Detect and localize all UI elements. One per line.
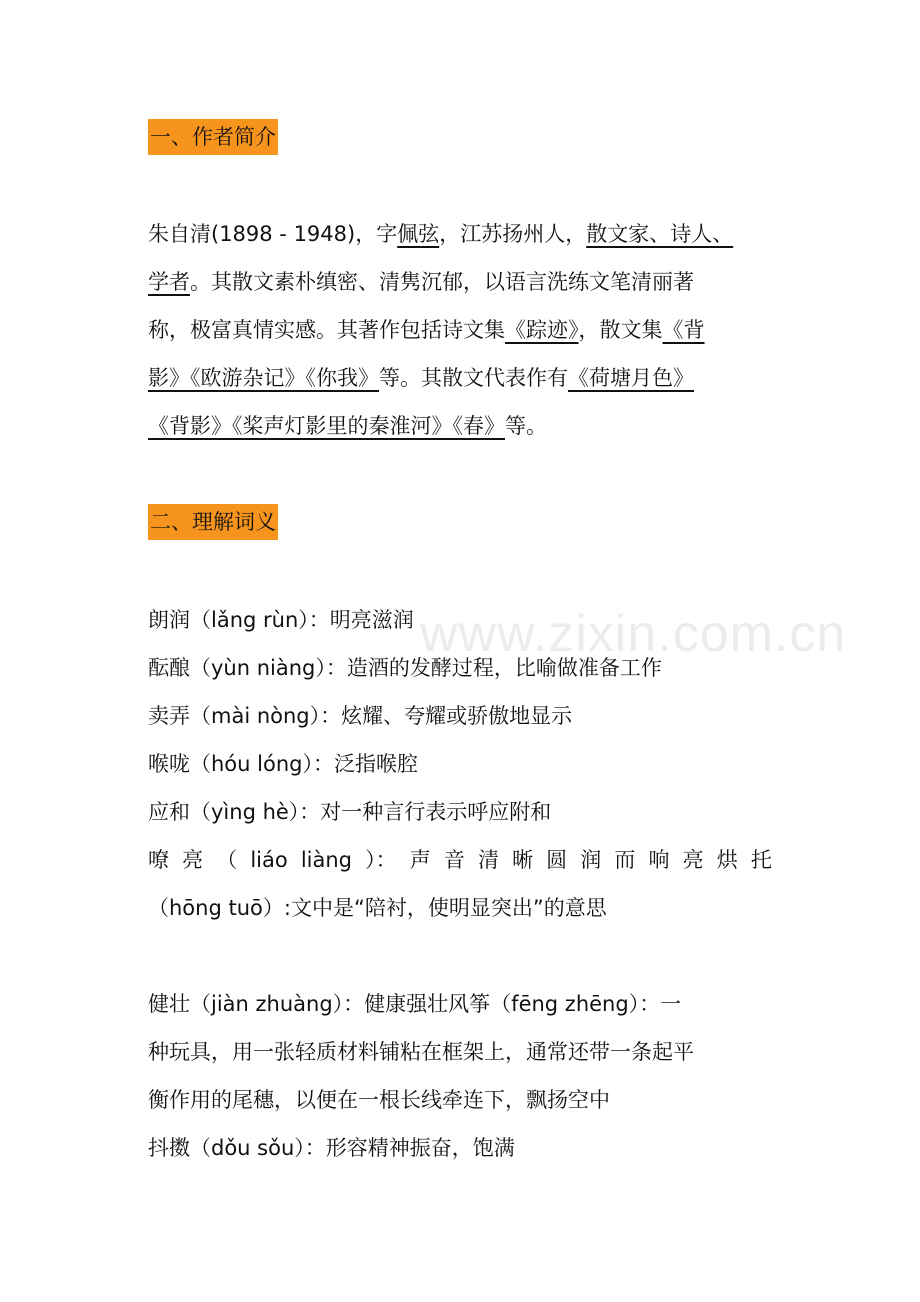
text-segment: 称，极富真情实感。其著作包括诗文集 (148, 318, 505, 342)
underlined-work-title: 《背 (662, 318, 705, 342)
text-segment: ，散文集 (578, 318, 663, 342)
underlined-courtesy-name: 佩弦 (397, 222, 440, 246)
vocab-entry: 喉咙（hóu lóng）：泛指喉腔 (148, 752, 418, 776)
text-token: 圆 (546, 848, 568, 872)
author-line-5 (148, 406, 788, 454)
text-token: liáo (250, 848, 288, 872)
text-token: 音 (443, 848, 465, 872)
text-token: 亮 (182, 848, 204, 872)
text-token: ）： (365, 848, 397, 872)
text-segment: 朱自清(1898 - 1948)，字 (148, 222, 398, 246)
underlined-work-title: 《荷塘月色》 (568, 366, 694, 390)
underlined-work-title: 影》《欧游杂记》《你我》 (148, 366, 379, 390)
vocab-entry: 朗润（lǎng rùn）：明亮滋润 (148, 608, 414, 632)
vocab-entry: 抖擞（dǒu sǒu）：形容精神振奋，饱满 (148, 1136, 515, 1160)
text-segment: ，江苏扬州人， (439, 222, 587, 246)
watermark: www.zixin.com.cn (420, 605, 847, 663)
underlined-work-title: 《踪迹》 (505, 318, 579, 342)
vocab-paragraph-line: 衡作用的尾穗，以便在一根长线牵连下，飘扬空中 (148, 1088, 610, 1112)
text-token: 清 (477, 848, 499, 872)
vocab-entry: 卖弄（mài nòng）：炫耀、夸耀或骄傲地显示 (148, 704, 573, 728)
author-line-2 (148, 262, 788, 310)
text-token: 而 (614, 848, 636, 872)
text-token: 润 (580, 848, 602, 872)
vocab-paragraph-line: 健壮（jiàn zhuàng）：健康强壮风筝（fēng zhēng）：一 (148, 992, 682, 1016)
text-segment: 等。其散文代表作有 (379, 366, 568, 390)
section-heading-author: 一、作者简介 (148, 119, 278, 155)
vocab-entry: 应和（yìng hè）：对一种言行表示呼应附和 (148, 800, 552, 824)
text-token: 亮 (682, 848, 704, 872)
text-token: 声 (409, 848, 431, 872)
text-token: 托 (750, 848, 772, 872)
section-heading-vocabulary: 二、理解词义 (148, 504, 278, 540)
text-token: 烘 (716, 848, 738, 872)
vocab-paragraph-line: 种玩具，用一张轻质材料铺粘在框架上，通常还带一条起平 (148, 1040, 694, 1064)
underlined-occupation: 散文家、诗人、 (586, 222, 734, 246)
author-paragraph (148, 214, 788, 454)
text-token: （ (216, 848, 238, 872)
text-token: 响 (648, 848, 670, 872)
author-line-1 (148, 214, 788, 262)
vocab-entry-spread (148, 840, 772, 880)
underlined-work-title: 《背影》《桨声灯影里的秦淮河》《春》 (148, 414, 505, 438)
vocab-entry: 酝酿（yùn niàng）：造酒的发酵过程，比喻做准备工作 (148, 656, 662, 680)
underlined-occupation: 学者 (148, 270, 190, 294)
text-segment: 。其散文素朴缜密、清隽沉郁，以语言洗练文笔清丽著 (190, 270, 694, 294)
text-segment: 等。 (505, 414, 547, 438)
vocab-entry-continuation: （hōng tuō）:文中是“陪衬，使明显突出”的意思 (148, 896, 607, 920)
author-line-4 (148, 358, 788, 406)
text-token: 嘹 (148, 848, 169, 872)
text-token: liàng (300, 848, 353, 872)
text-token: 晰 (512, 848, 534, 872)
author-line-3 (148, 310, 788, 358)
